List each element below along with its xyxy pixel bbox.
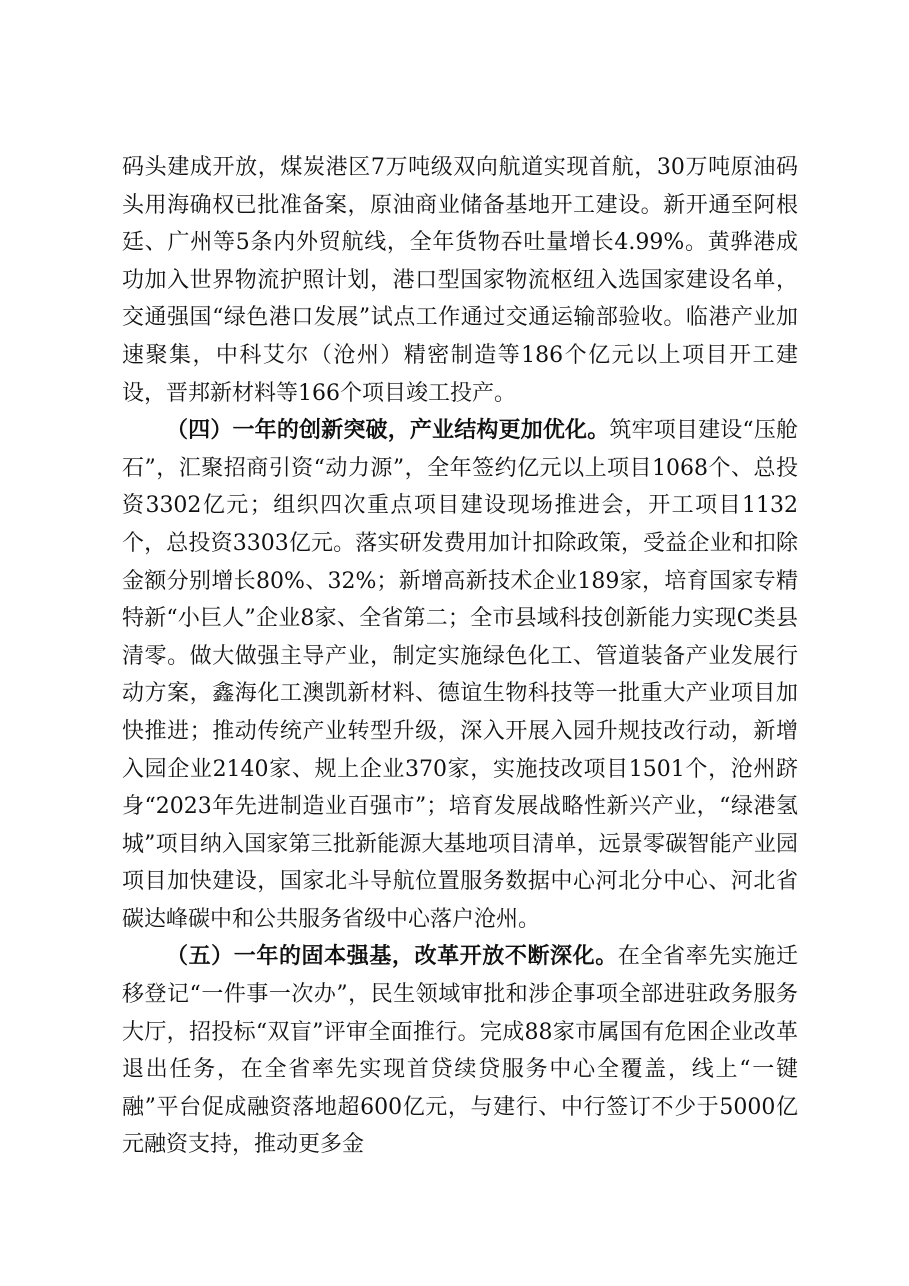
document-body <box>122 149 798 1164</box>
paragraph-text: 码头建成开放，煤炭港区7万吨级双向航道实现首航，30万吨原油码头用海确权已批准备案，原油商业储备基地开工建设。新开通至阿根廷、广州等5条内外贸航线，全年货物吞吐量增长4.99%。黄骅港成功加入世界物流护照计划，港口型国家物流枢纽入选国家建设名单，交通强国“绿色港口发展”试点工作通过交通运输部验收。临港产业加速聚集，中科艾尔（沧州）精密制造等186个亿元以上项目开工建设，晋邦新材料等166个项目竣工投产。 <box>122 155 798 406</box>
paragraph-text: 筑牢项目建设“压舱石”，汇聚招商引资“动力源”，全年签约亿元以上项目1068个、总投资3302亿元；组织四次重点项目建设现场推进会，开工项目1132个，总投资3303亿元。落实研发费用加计扣除政策，受益企业和扣除金额分别增长80%、32%；新增高新技术企业189家，培育国家专精特新“小巨人”企业8家、全省第二；全市县域科技创新能力实现C类县清零。做大做强主导产业，制定实施绿色化工、管道装备产业发展行动方案，鑫海化工澳凯新材料、德谊生物科技等一批重大产业项目加快推进；推动传统产业转型升级，深入开展入园升规技改行动，新增入园企业2140家、规上企业370家，实施技改项目1501个，沧州跻身“2023年先进制造业百强市”；培育发展战略性新兴产业，“绿港氢城”项目纳入国家第三批新能源大基地项目清单，远景零碳智能产业园项目加快建设，国家北斗导航位置服务数据中心河北分中心、河北省碳达峰碳中和公共服务省级中心落户沧州。 <box>122 418 798 932</box>
paragraph-3 <box>122 938 798 1164</box>
paragraph-text: 在全省率先实施迁移登记“一件事一次办”，民生领域审批和涉企事项全部进驻政务服务大厅，招投标“双盲”评审全面推行。完成88家市属国有危困企业改革退出任务，在全省率先实现首贷续贷服务中心全覆盖，线上“一键融”平台促成融资落地超600亿元，与建行、中行签订不少于5000亿元融资支持，推动更多金 <box>122 944 798 1158</box>
section-heading-4: （四）一年的创新突破，产业结构更加优化。 <box>166 417 610 444</box>
paragraph-1 <box>122 149 798 412</box>
section-heading-5: （五）一年的固本强基，改革开放不断深化。 <box>166 943 618 970</box>
paragraph-2 <box>122 412 798 938</box>
